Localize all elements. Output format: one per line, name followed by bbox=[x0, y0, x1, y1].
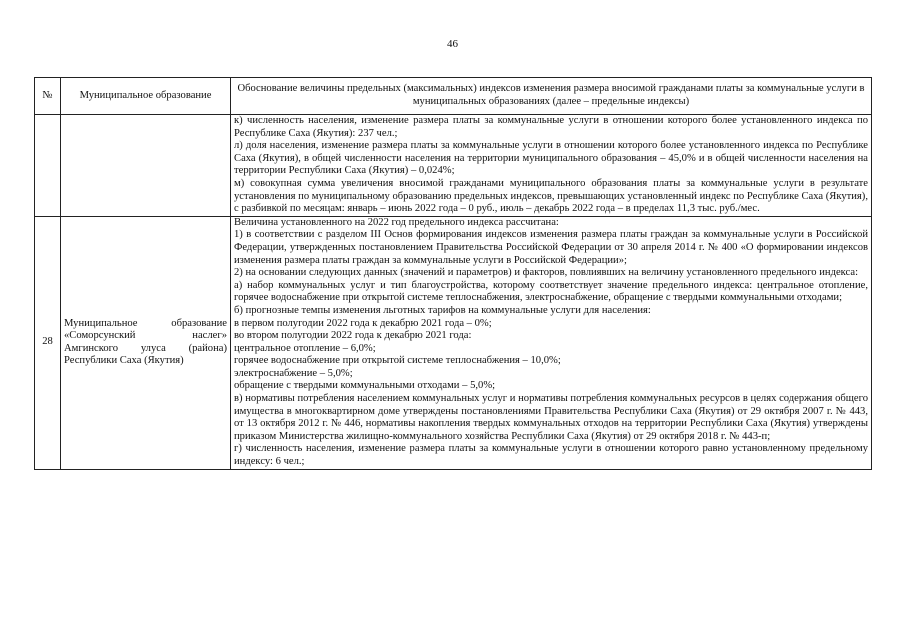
paragraph: в первом полугодии 2022 года к декабрю 2021 года – 0%; bbox=[234, 317, 492, 329]
paragraph: м) совокупная сумма увеличения вносимой гражданами муниципального образования платы за коммунальные услуги в результате установления по муниципальному образованию предельных индексов, превышающих установленный индекс по Республике Саха (Якутия), с разбивкой по месяцам: январь – июнь 2022 года – 0 руб., июль – декабрь 2022 года – в пределах 11,3 тыс. руб./мес. bbox=[234, 177, 868, 215]
paragraph: центральное отопление – 6,0%; bbox=[234, 342, 376, 354]
paragraph: 2) на основании следующих данных (значений и параметров) и факторов, повлиявших на величину установленного предельного индекса: bbox=[234, 267, 859, 279]
indices-table bbox=[34, 77, 872, 470]
paragraph: обращение с твердыми коммунальными отходами – 5,0%; bbox=[234, 380, 496, 392]
table-header-row bbox=[35, 78, 872, 115]
header-municipality: Муниципальное образование bbox=[61, 78, 231, 115]
row-municipality: Муниципальное образование «Соморсунский наслег» Амгинского улуса (района) Республики Саха (Якутия) bbox=[61, 216, 231, 469]
table-row bbox=[35, 115, 872, 217]
paragraph: г) численность населения, изменение размера платы за коммунальные услуги в отношении которого равно установленному предельному индексу: 6 чел.; bbox=[234, 443, 868, 468]
paragraph: к) численность населения, изменение размера платы за коммунальные услуги в отношении которого более установленного индекса по Республике Саха (Якутия): 237 чел.; bbox=[234, 115, 868, 139]
row-justification bbox=[231, 216, 872, 469]
page-number: 46 bbox=[447, 38, 458, 50]
paragraph: в) нормативы потребления населением коммунальных услуг и нормативы потребления коммунальных ресурсов в целях содержания общего имущества в многоквартирном доме утверждены постановлениями Правительства Республики Саха (Якутия) от 29 октября 2007 г. № 443, от 13 октября 2012 г. № 446, нормативы накопления твердых коммунальных отходов на территории Республики Саха (Якутия) утверждены приказом Министерства жилищно-коммунального хозяйства Республики Саха (Якутия) от 29 октября 2018 г. № 443-п; bbox=[234, 393, 868, 442]
paragraph: б) прогнозные темпы изменения льготных тарифов на коммунальные услуги для населения: bbox=[234, 304, 651, 316]
row-municipality bbox=[61, 115, 231, 217]
row-number: 28 bbox=[35, 216, 61, 469]
header-number: № bbox=[35, 78, 61, 115]
paragraph: горячее водоснабжение при открытой системе теплоснабжения – 10,0%; bbox=[234, 355, 561, 367]
row-number bbox=[35, 115, 61, 217]
paragraph: а) набор коммунальных услуг и тип благоустройства, которому соответствует значение предельного индекса: центральное отопление, горячее водоснабжение при открытой системе теплоснабжения, электроснабжение, обращение с твердыми коммунальными отходами; bbox=[234, 279, 868, 304]
table-row bbox=[35, 216, 872, 469]
paragraph: электроснабжение – 5,0%; bbox=[234, 367, 353, 379]
row-justification bbox=[231, 115, 872, 217]
paragraph: Величина установленного на 2022 год предельного индекса рассчитана: bbox=[234, 216, 559, 228]
paragraph: 1) в соответствии с разделом III Основ формирования индексов изменения размера платы граждан за коммунальные услуги в Российской Федерации, утвержденных постановлением Правительства Российской Федерации от 30 апреля 2014 г. № 400 «О формировании индексов изменения размера платы граждан за коммунальные услуги в Российской Федерации»; bbox=[234, 229, 868, 266]
header-justification: Обоснование величины предельных (максимальных) индексов изменения размера вносимой гражданами платы за коммунальные услуги в муниципальных образованиях (далее – предельные индексы) bbox=[231, 78, 872, 115]
paragraph: во втором полугодии 2022 года к декабрю 2021 года: bbox=[234, 330, 472, 342]
paragraph: л) доля населения, изменение размера платы за коммунальные услуги в отношении которого более установленного индекса по Республике Саха (Якутия), в общей численности населения на территории муниципального образования – 45,0% и в общей численности населения на территории Республики Саха (Якутия) – 0,024%; bbox=[234, 140, 868, 177]
